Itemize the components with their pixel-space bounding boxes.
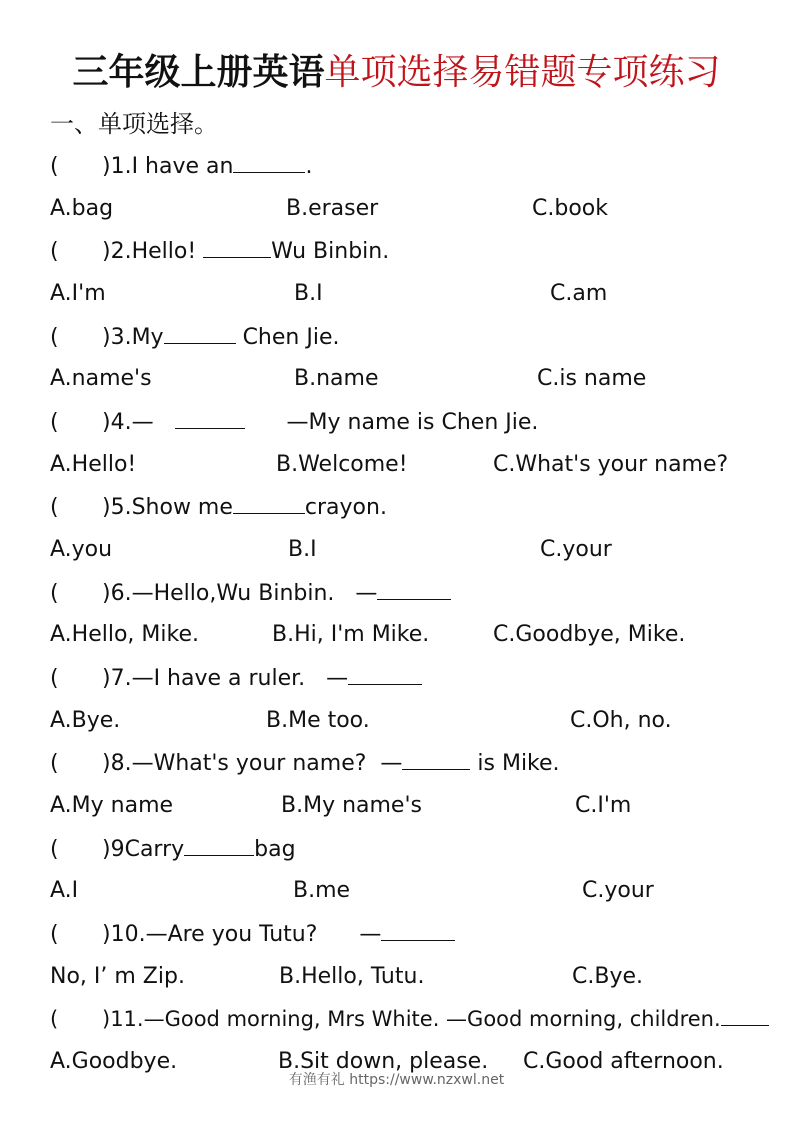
option-a[interactable]: A.Goodbye.: [50, 1049, 178, 1074]
options-9: [50, 875, 750, 907]
question-text: )8.—What's your name? —: [102, 751, 403, 776]
option-b[interactable]: B.me: [293, 878, 351, 903]
question-text: )4.—: [102, 410, 154, 435]
options-1: [50, 193, 750, 225]
option-b[interactable]: B.I: [288, 537, 317, 562]
answer-blank[interactable]: [348, 662, 422, 685]
question-10: [50, 918, 770, 950]
answer-paren[interactable]: (: [50, 239, 59, 264]
answer-blank[interactable]: [184, 833, 254, 856]
question-9: [50, 833, 770, 865]
question-text: )9Carry: [102, 837, 185, 862]
answer-paren[interactable]: (: [50, 581, 59, 606]
answer-paren[interactable]: (: [50, 922, 59, 947]
answer-blank[interactable]: [203, 235, 271, 258]
question-text-post: crayon.: [304, 495, 387, 520]
answer-paren[interactable]: (: [50, 154, 59, 179]
question-text: )3.My: [102, 325, 164, 350]
option-a[interactable]: A.I'm: [50, 281, 106, 306]
option-a[interactable]: No, I’ m Zip.: [50, 964, 185, 989]
options-4: [50, 449, 750, 481]
options-8: [50, 790, 750, 822]
question-text: )11.—Good morning, Mrs White. —Good morning, children.: [102, 1007, 721, 1031]
page-title: [0, 44, 793, 101]
options-5: [50, 534, 750, 566]
question-1: [50, 150, 770, 182]
question-11: [50, 1003, 760, 1035]
answer-paren[interactable]: (: [50, 666, 59, 691]
answer-blank[interactable]: [381, 918, 455, 941]
question-3: [50, 321, 770, 353]
option-a[interactable]: A.Bye.: [50, 708, 121, 733]
answer-paren[interactable]: (: [50, 837, 59, 862]
option-a[interactable]: A.you: [50, 537, 113, 562]
option-c[interactable]: C.What's your name?: [493, 452, 729, 477]
options-7: [50, 705, 750, 737]
option-b[interactable]: B.eraser: [286, 196, 379, 221]
option-c[interactable]: C.Bye.: [572, 964, 643, 989]
title-part-1: 三年级上册英语: [72, 51, 325, 93]
question-6: [50, 577, 770, 609]
option-b[interactable]: B.Me too.: [266, 708, 370, 733]
question-text: )10.—Are you Tutu? —: [102, 922, 382, 947]
option-c[interactable]: C.Goodbye, Mike.: [493, 622, 686, 647]
option-b[interactable]: B.Hi, I'm Mike.: [272, 622, 430, 647]
option-b[interactable]: B.Welcome!: [276, 452, 408, 477]
answer-paren[interactable]: (: [50, 325, 59, 350]
option-b[interactable]: B.Sit down, please.: [278, 1049, 489, 1074]
question-7: [50, 662, 770, 694]
option-c[interactable]: C.I'm: [575, 793, 632, 818]
question-text: )6.—Hello,Wu Binbin. —: [102, 581, 378, 606]
answer-paren[interactable]: (: [50, 410, 59, 435]
question-text-post: —My name is Chen Jie.: [286, 410, 539, 435]
answer-paren[interactable]: (: [50, 1007, 59, 1031]
option-c[interactable]: C.your: [582, 878, 654, 903]
option-a[interactable]: A.bag: [50, 196, 114, 221]
footer-watermark: 有渔有礼 https://www.nzxwl.net: [288, 1072, 505, 1088]
option-b[interactable]: B.My name's: [281, 793, 422, 818]
answer-paren[interactable]: (: [50, 751, 59, 776]
section-heading: 一、单项选择。: [50, 110, 218, 138]
answer-blank[interactable]: [233, 150, 305, 173]
question-text-post: is Mike.: [470, 751, 560, 776]
answer-blank[interactable]: [164, 321, 236, 344]
question-4: [50, 406, 770, 438]
option-a[interactable]: A.Hello!: [50, 452, 137, 477]
answer-blank[interactable]: [402, 747, 470, 770]
question-text: )5.Show me: [102, 495, 233, 520]
option-b[interactable]: B.Hello, Tutu.: [279, 964, 425, 989]
question-2: [50, 235, 770, 267]
options-6: [50, 619, 750, 651]
option-c[interactable]: C.am: [550, 281, 608, 306]
answer-blank[interactable]: [721, 1003, 769, 1026]
question-text-post: bag: [254, 837, 296, 862]
question-text: )7.—I have a ruler. —: [102, 666, 349, 691]
option-a[interactable]: A.Hello, Mike.: [50, 622, 199, 647]
answer-blank[interactable]: [175, 406, 245, 429]
options-2: [50, 278, 750, 310]
option-c[interactable]: C.your: [540, 537, 612, 562]
option-a[interactable]: A.name's: [50, 366, 152, 391]
question-8: [50, 747, 770, 779]
question-text: )2.Hello!: [102, 239, 197, 264]
question-text-post: Wu Binbin.: [271, 239, 390, 264]
option-b[interactable]: B.name: [294, 366, 379, 391]
option-c[interactable]: C.book: [532, 196, 608, 221]
option-a[interactable]: A.My name: [50, 793, 174, 818]
options-3: [50, 363, 750, 395]
question-text-post: .: [305, 154, 313, 179]
option-c[interactable]: C.Oh, no.: [570, 708, 672, 733]
option-c[interactable]: C.Good afternoon.: [523, 1049, 724, 1074]
answer-blank[interactable]: [233, 491, 305, 514]
answer-blank[interactable]: [377, 577, 451, 600]
option-c[interactable]: C.is name: [537, 366, 647, 391]
title-part-2: 单项选择易错题专项练习: [324, 52, 721, 93]
question-text-post: Chen Jie.: [235, 325, 340, 350]
option-b[interactable]: B.I: [294, 281, 323, 306]
option-a[interactable]: A.I: [50, 878, 79, 903]
question-text: )1.I have an: [102, 154, 234, 179]
options-10: [50, 961, 750, 993]
question-5: [50, 491, 770, 523]
answer-paren[interactable]: (: [50, 495, 59, 520]
